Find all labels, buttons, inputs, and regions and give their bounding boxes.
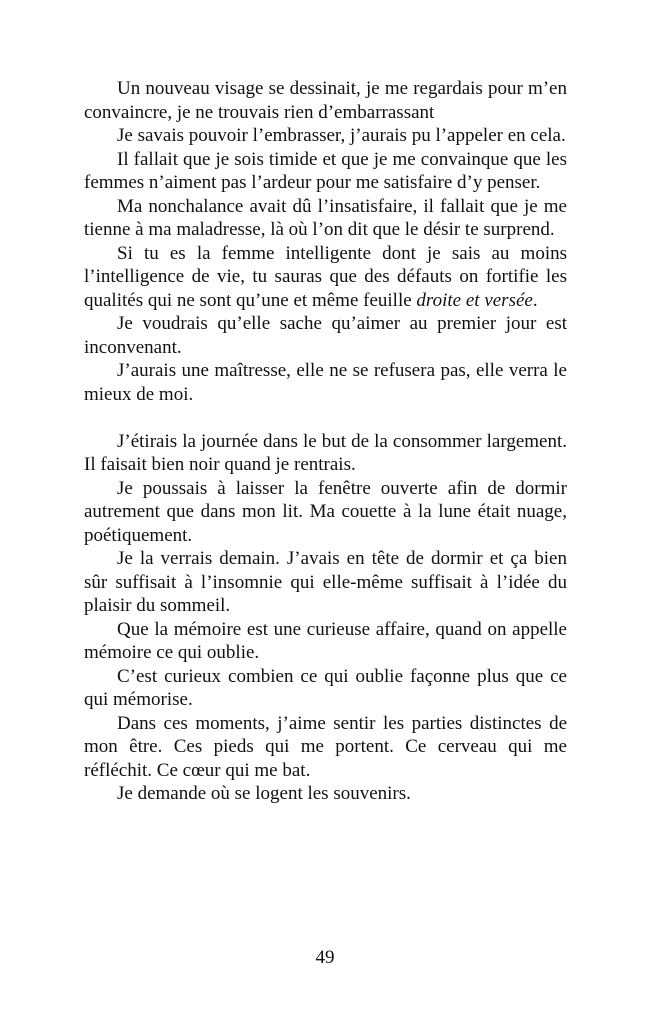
paragraph: Que la mémoire est une curieuse affaire, quand on appelle mémoire ce qui oublie. xyxy=(84,618,567,663)
paragraph-text: Si tu es la femme intelligente dont je sais au moins l’intelligence de vie, tu sauras que des défauts on fortifie les qualités qui ne sont qu’une et même feuille xyxy=(84,242,567,311)
paragraph: Je voudrais qu’elle sache qu’aimer au premier jour est inconvenant. xyxy=(84,313,567,358)
paragraph: Ma nonchalance avait dû l’insatisfaire, il fallait que je me tienne à ma maladresse, là où l’on dit que le désir te surprend. xyxy=(84,195,567,240)
paragraph-with-italic xyxy=(84,242,567,313)
paragraph: J’étirais la journée dans le but de la consommer largement. Il faisait bien noir quand je rentrais. xyxy=(84,430,567,475)
paragraph: Je demande où se logent les souvenirs. xyxy=(117,783,411,804)
paragraph: Je la verrais demain. J’avais en tête de dormir et ça bien sûr suffisait à l’insomnie qui elle-même suffisait à l’idée du plaisir du sommeil. xyxy=(84,548,567,616)
italic-phrase: droite et versée xyxy=(416,289,533,311)
paragraph-text: . xyxy=(532,289,538,311)
paragraph: Un nouveau visage se dessinait, je me regardais pour m’en convaincre, je ne trouvais rien d’embarrassant xyxy=(84,78,567,123)
paragraph: J’aurais une maîtresse, elle ne se refusera pas, elle verra le mieux de moi. xyxy=(84,360,567,405)
paragraph: Je poussais à laisser la fenêtre ouverte afin de dormir autrement que dans mon lit. Ma couette à la lune était nuage, poétiquement. xyxy=(84,477,567,546)
paragraph: C’est curieux combien ce qui oublie façonne plus que ce qui mémorise. xyxy=(84,665,567,710)
section-break xyxy=(84,406,567,430)
paragraph: Je savais pouvoir l’embrasser, j’aurais pu l’appeler en cela. xyxy=(117,125,566,146)
page-number: 49 xyxy=(315,947,335,968)
page-body xyxy=(84,77,567,806)
paragraph: Dans ces moments, j’aime sentir les parties distinctes de mon être. Ces pieds qui me portent. Ce cerveau qui me réfléchit. Ce cœur qui me bat. xyxy=(84,712,567,781)
paragraph: Il fallait que je sois timide et que je me convainque que les femmes n’aiment pas l’ardeur pour me satisfaire d’y penser. xyxy=(84,148,567,193)
